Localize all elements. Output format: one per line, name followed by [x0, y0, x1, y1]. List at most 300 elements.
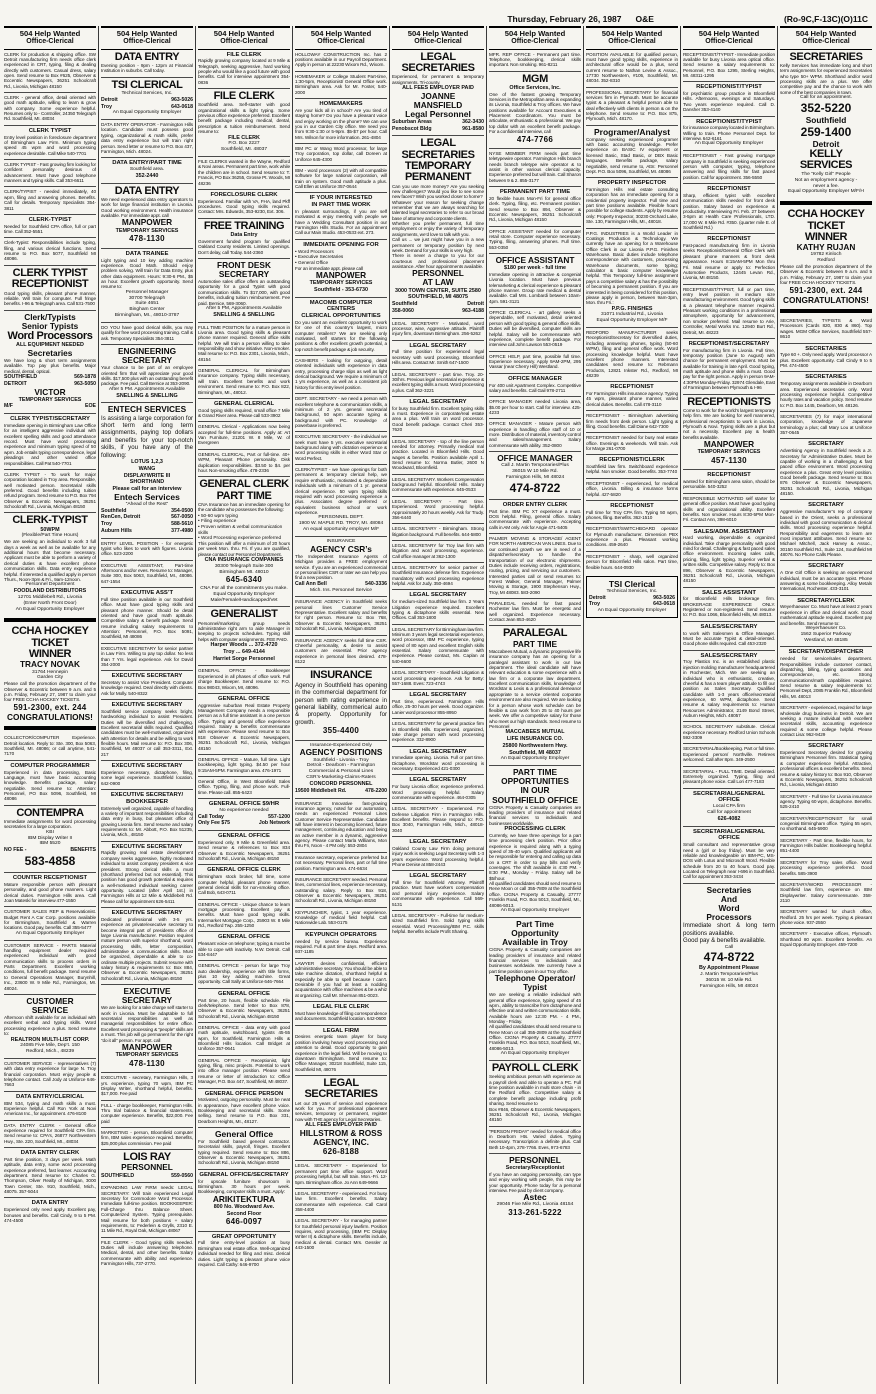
ad-line: Technical Services, Inc. [121, 90, 173, 96]
classified-ad [780, 879, 872, 906]
classified-ad [586, 381, 678, 410]
ad-headline: GENERAL CLERICAL [213, 400, 275, 407]
ad-headline: RECEPTIONISTS [687, 395, 771, 408]
classified-ad [295, 431, 387, 464]
classified-ad [683, 116, 775, 151]
ad-line: Call for appointment [707, 810, 751, 816]
ad-line: Second Floor [226, 1210, 262, 1217]
ad-body: CLERK TYPIST - To work for major corporation located in Troy area. Responsible, well motivated person. Secretarial skills preferred. Good benefits including tuition refund program. Send resume to P.O. Box 794 Observer & Eccentric Newspapers, 36251 Schoolcraft Rd., Livonia, Michigan 48150 [4, 471, 96, 510]
classified-ad [101, 344, 193, 402]
ad-body: to work with Salesmen & Office Manager. Must be accurate Typist & detail-oriented. Good phone skills required. Call 453-2320 [683, 630, 775, 647]
ad-headline: RECEPTIONIST [11, 278, 89, 291]
ad-headline: INSURANCE [310, 669, 372, 682]
ad-phone: 645-6340 [225, 575, 263, 585]
ad-line [589, 595, 675, 602]
classified-ad [295, 874, 387, 907]
classified-ad [392, 369, 484, 396]
ad-body: FULL TIME POSITION for a mature person in Livonia area. Good typing skills & pleasant phone manner required. General office skills helpful. We will train a person willing to take responsibility and show initiative. Non-smoker. Mail resume to: P.O. Box 2301, Livonia, Mich., 48154 [198, 324, 290, 362]
ad-headline: LEGAL [420, 50, 456, 63]
classified-ad [489, 451, 581, 499]
ad-headline: Secretaries [27, 347, 73, 358]
classified-ad [101, 670, 193, 699]
classified-ad [295, 536, 387, 596]
ad-body: NYSE MEMBER FIRM needs part time teletypewire operator. Farmington Hills branch needs branch teletype wire operator & to assist in other various clerical capacity. Experience preferred but will train. Call Sharon between 9 & 2. 855-3177 [489, 150, 581, 183]
ad-body: REDFORD MANUFACTURER seeks Receptionist/Secretary for diversified duties, including answering phones, typing (50-60 WPM), filing and general office work. Word processing knowledge helpful. Must have excellent phone manners. Interested candidates send resume to: Rebmann Products, 12821 Inkster Rd., Redford, MI 48239 [586, 330, 678, 378]
ad-body: A One Girl Office is seeking an experienced individual, must be an accurate typist. Phone answering & some bookkeeping. Alloy Metals International, Rochester. 433-3101 [780, 570, 872, 592]
classified-ad [198, 798, 290, 830]
classified-ad [101, 1149, 193, 1182]
ad-body: Hard working, dependable & organized individual. Take charge personality with good mind for detail. Challenging & fast paced sales office environment. Incoming sales calls, pricing, filing, light typing. Superior verbal & written skills. Competitive salary. Reply to: Box 896, Observer & Eccentric Newspapers, 36251 Schoolcraft Rd., Livonia, Michigan 48150 [683, 535, 775, 584]
ad-headline: GENERAL OFFICE PERSON [204, 1090, 284, 1097]
ad-headline: LEGAL SECRETARY [409, 342, 467, 349]
classified-ad [101, 699, 193, 760]
ad-body: Immediate short & long term positions available. [683, 922, 775, 937]
ad-body: • 50-60 wpm typing [198, 512, 238, 518]
ad-headline: TICKET [31, 636, 69, 649]
ad-line: 1562 Superior Parkway [800, 631, 852, 637]
classified-ad [295, 740, 387, 798]
ad-body: IBM - word processors (2) with all compatible software for large national corporation, will train on system. Good math aptitude a plus. Call Ellen at Uniforce 357-0644 [295, 168, 387, 190]
ad-line: MACCABEES MUTUAL [505, 729, 565, 736]
ad-body: Type 60 +. Only need apply. Word processor A plus. Excellent opportunity. Call Cindy 9 to 5 PM. 474-4500 [780, 352, 872, 369]
section-subtitle: Office-Clerical [511, 38, 559, 46]
classified-ad [101, 907, 193, 984]
ad-line: LOTUS 1,2,3 [131, 459, 163, 466]
ad-body: Insurance secretary, experience preferred but not necessary. Personal lines, part or full time position. Farmington area. 474-6634 [295, 854, 387, 871]
ad-line: After 5 PM. Appointments Available [108, 386, 186, 392]
classified-ad [586, 410, 678, 432]
ad-headline: AGENCY POSITIONS [299, 747, 383, 758]
column-8 [681, 26, 778, 1384]
classified-ad [586, 87, 678, 125]
ad-phone: 474-8722 [509, 480, 561, 495]
ad-body: LEGAL SECRETARY - Experienced. For Defense Litigation Firm in Farmington Hills. Excellent benefits. Please respond to: P.O. Box 3040, Farmington Hills, Mich., 48018-3040 [392, 806, 484, 833]
section-header [198, 26, 290, 50]
ad-headline: GENERAL OFFICE [218, 833, 270, 840]
ad-headline: LEGAL SECRETARY [409, 777, 467, 784]
ad-body: INSURANCE Innovative fast-growing insurance agency, noted for our automation, needs an experienced Personal Lines Customer Service Representative. Candidate will have interest in becoming licensed, future management, continuing education and being an active member in a dynamic, aggressive agency. Please contact Marla Williams, Mon thru Fri, Noon - 4 PM only: 553-2804 [295, 800, 387, 849]
ad-headline: ENGINEERING [117, 346, 177, 357]
ad-body: GENERAL OFFICE - Bookkeeper Experienced in all phases of office work. Full charge Bookkeeper. Send resume to: P.O. Box 98043, Wixom, MI, 48096. [198, 668, 290, 690]
ad-body: Weyerhaeuser Co. Must have at least 2 years experience in office and clerical work. Good mathematical aptitude required. Excellent pay and benefits. Send resume to: [780, 604, 872, 626]
ad-body: General Office, in West Bloomfield Sales Office. Typing, filing, and phone work. Full-time. Please call. 855-6423 [198, 778, 290, 795]
ad-headline: LEGAL SECRETARY [409, 592, 467, 599]
ad-body: HOLLOWAY CONSTRUCTION Inc. has 2 positions available in our Payroll Department. Apply in person at 22230 Wixom Rd., Wixom. [295, 51, 387, 68]
classified-ad [586, 432, 678, 454]
ad-body: We are seeking an individual to work 3 full days a week as well as be available for any additional hours that become necessary. Applicant must be able to perform a variety of clerical duties & have excellent phone communication skills. Data entry experience helpful. If interested & qualified apply in person Thurs., Noon-3pm & Fri., 9am-12noon. [4, 539, 96, 582]
classified-ad [295, 929, 387, 958]
section-title: 504 Help Wanted [116, 29, 178, 38]
ad-body: OFFICE MANAGER needed Livonia area, $5.00 per hour to start. Call for interview. 425-4233 [489, 399, 581, 415]
ad-body: SECRETARIAL - FULL TIME. Detail oriented. Extremely organized. Typing, filing and pleasant phone voice. Call Lori 477-7183 [683, 768, 775, 785]
ad-body: “PERSON FRIDAY” needed for medical office in Dearborn Hts. Varied duties. Typing necessary. Transcription a definite plus. Call Beth 10-4pm, 278-7766. Eves, 973-6783 [489, 1128, 581, 1150]
ad-body: Southfield law firm. Switchboard experience helpful. Non smoker. Good benefits. 353-7740 [586, 464, 678, 475]
ad-line: An Equal Opportunity Employer [15, 930, 85, 936]
classified-ad [198, 449, 290, 476]
ad-headline: CCHA HOCKEY [787, 208, 865, 221]
ad-body: RECEPTIONIST/TYPIST - Immediate position available for busy Livonia area optical office. Send resume & salary requirements to: Personnel, P.O. Box 1295, Sterling Heights, MI. 48311-1295 [683, 51, 775, 78]
classified-ad [295, 71, 387, 98]
ad-headline: FILE CLERK [226, 51, 262, 58]
classified-ad [489, 396, 581, 418]
classified-ad [4, 940, 96, 994]
ad-body: Let our 25 years of service and experience work for you. For professional placement services, temporary or permanent, register now with THE agency for Legal Secretaries. [295, 1100, 387, 1122]
ad-body: needed for service/sales department. Responsibilities include customer contact, dispatching, billing, typing quotations and correspondence, etc. Strong communications/math capabilities required. Send resume & salary requirements to: Personnel Dept, 2085 Franklin Rd., Bloomfield Hills, MI. 48013 [780, 656, 872, 699]
ad-line: Call for an appointment. [800, 94, 852, 100]
ad-line: NO FEE - [4, 847, 27, 854]
ad-line: Southfield - Livonia - Troy [313, 757, 369, 763]
ad-body: RECEPTIONIST - Birmingham advertising firm needs front desk person. Light typing & filing. Good benefits. Call Diane 642-7300 [586, 413, 678, 429]
ad-headline: EXECUTIVE SECRETARY [111, 763, 183, 770]
classified-ad [392, 589, 484, 623]
classified-ad [4, 310, 96, 414]
classified-ad [780, 438, 872, 499]
ad-headline: SECRETARY/CLERK [797, 597, 855, 604]
ad-body: Southfield area. Self-starter with good organizational skills & light typing. Some previous office experience preferred. Excellent benefit package including medical, dental, prescription & tuition reimbursement. Send resume to: [198, 102, 290, 135]
classified-ad [586, 50, 678, 87]
classified-ad [683, 81, 775, 115]
classified-ad [683, 493, 775, 526]
ad-headline: DATA ENTRY [114, 50, 180, 63]
ad-line: Redford [817, 258, 835, 264]
ad-line [101, 528, 193, 535]
ad-line: P.P.G. FINISHES [611, 305, 653, 312]
column-1 [2, 26, 99, 1384]
ad-headline: KATHY RUJAN [796, 242, 856, 253]
section-header [392, 26, 484, 50]
ad-line: TEMPORARY SERVICES [18, 396, 82, 403]
ad-headline: PERMANENT PART TIME [499, 189, 571, 196]
ad-body: for insurance company located in Birmingham. Willing to train. Phone Personnel Dept. for interview. 642-6161 [683, 125, 775, 142]
ad-body: GENERAL Clerical - Applications now being accepted for full-time positions. Apply at: Art Van Furniture, 21201 W. 8 Mile, W. of Evergreen [198, 424, 290, 446]
ad-body: Part time position, 3 days per week. Math aptitude, data entry, some word processing experience preferred, fast learner. Accounting department. Send resume to: Charles G. Thompson, Oliver Realty of Michigan, 3000 Town Center, Ste. 910, Southfield, Mich., 48075. 357-5044 [4, 1156, 96, 1195]
ad-headline: Part Time [516, 918, 554, 929]
ad-body: • Proven written & verbal communication skills [198, 523, 283, 535]
ad-line: Mich. Ins. Personnel Service [310, 587, 372, 593]
ad-headline: TSI Clerical [608, 578, 656, 589]
ad-body: • Filing experience [198, 518, 237, 524]
ad-body: Full time position available in our Southfield office. Must have good typing skills and pleasant phone manner. Should be detail oriented and have good math aptitude. Competitive salary & benefit package. Send resume including salary requirements to Attention: Personnel, P.O. Box 5091, Southfield, MI 48086 [101, 596, 193, 640]
ad-body: Can you use more money? Are you seeking new challenges? Would you like to see some new faces? Wish you worked closer to home? [392, 183, 484, 200]
ad-line: 30300 Telegraph Suite 300 [214, 563, 274, 569]
column-6 [487, 26, 584, 1384]
ad-line [392, 301, 484, 308]
classified-ad [683, 394, 775, 470]
ad-line: Westland, MI 48185 [804, 637, 848, 643]
ad-headline: CLERK-TYPIST [28, 216, 72, 223]
ad-line: 31764 Hennepin [32, 669, 68, 675]
ad-body: SECRETARY for Troy sales office. Word processing experience preferred. Good benefits. 585-3900 [780, 859, 872, 876]
ad-headline: SECRETARIES [401, 148, 475, 161]
ad-headline: SECRETARY [808, 441, 844, 448]
ad-body: FULL - charge bookkeeper, Farmington Hills. Thru trial balance & financial statements, computer experience. Benefits, $22,000. Fee paid [101, 1102, 193, 1124]
ad-line: TEMPORARY SERVICES [697, 449, 761, 456]
ad-headline: Word Processors [7, 329, 93, 342]
ad-headline: COUNTER RECEPTIONIST [12, 875, 88, 882]
ad-line: Detroit - Dearborn - Farmington [306, 763, 376, 769]
ad-phone: 478-1130 [129, 234, 165, 244]
classified-ad [586, 454, 678, 478]
ad-line: 626-4082 [717, 815, 741, 822]
classified-ad [392, 540, 484, 562]
ad-body: Government funded program for qualified Oakland County residents. Limited openings. Don’t delay, call Today. 544-2360 [198, 238, 290, 255]
ad-line: 963-4188 [462, 307, 484, 314]
classified-ad [295, 355, 387, 393]
ad-body: for medium-sized Southfield law firm. 2 Years Litigation experience required. Excellent typing & dictaphone skills essential. New Offices. Call 353-1800 [392, 599, 484, 621]
ad-line: TEMPORARY SERVICES [309, 280, 373, 287]
ad-headline: WINNER [804, 230, 848, 243]
classified-ad [392, 340, 484, 369]
ad-line: 19500 Middlebelt Rd. [295, 787, 347, 794]
ad-headline: LEGAL SECRETARY [409, 398, 467, 405]
ad-headline: General Office [214, 1129, 274, 1140]
ad-body: All qualified candidates should send resume to Rene Moon or call 355-7809 at the Southfield office. CIGNA Property & Casualty, 27777 Franklin Road, P.O. Box 5013, Southfield, MI., 48086-5013. [489, 881, 581, 908]
ad-body: CLERK/TYPIST - needed immediately, 40 wpm, filing and answering phones. Benefits. Call for details. Temporary Specialists 354-3811 [4, 189, 96, 211]
ad-headline: SERVICES [799, 159, 853, 172]
ad-headline: GENERAL OFFICE [218, 934, 270, 941]
classified-ad [198, 258, 290, 322]
classified-ad [101, 77, 193, 120]
ad-body: Part time, experienced. Farmington Hills office, 25-30 hours per week. Good organizer. Lanier word processor 855-8950 [392, 699, 484, 715]
ad-phone: 457-1130 [711, 455, 747, 465]
ad-headline: CLERK TYPIST [28, 127, 72, 134]
ad-headline: SECRETARY [808, 563, 844, 570]
ad-body: Company seeking experienced programer with basic accounting knowledge. Prefer experience on BASIC IV equipment or licensed Basic, Stad Basic, or DBX Basic languages. Benefits package, salary negotiable, send resume to, Attn: Personnel Dept. P.O. Box 5096, Southfield, MI. 48086 [586, 136, 678, 174]
classified-ad [198, 50, 290, 89]
ad-line [101, 1173, 193, 1180]
ad-body: Sharp, efficient typist with excellent communication skills needed for front desk position. Salary based on experience & productivity. Interviewing Fri. Feb. 27 between 3-5pm at Health Care Professionals, LTD. 17,000 W. 8 Mile Rd. #350. (quarter mile E. of Southfield Rd.) [683, 192, 775, 230]
ad-body: GENERAL CLERICAL for Birmingham insurance company. Typing skills necessary, will train. Excellent benefits and work environment. Send resume to: P.O. Box 822, Birmingham, MI., 48012. [198, 368, 290, 395]
classified-ad [4, 906, 96, 939]
ad-headline: SALES ASSISTANT [701, 589, 756, 596]
ad-line: Suburban Areas [392, 118, 432, 125]
ad-headline: Secretaries [706, 884, 752, 895]
ad-headline: SECRETARIES [805, 345, 847, 352]
classified-ad [392, 910, 484, 937]
ad-body: Desires energetic team player for busy position involving heavy word processing and attention to detail. Good opportunity to gain experience in the legal field. Will be moving to downtown Birmingham. Send resume to: Office Manager, 30218 Southfield, Suite 115, Southfield MI, 48076 [295, 1034, 387, 1072]
section-subtitle: Office-Clerical [705, 38, 753, 46]
ad-body: CIGNA Property & Casualty companies are leading providers of insurance and related financial services to individuals and businesses worldwide. We currently have a part time position open in our Troy office. [489, 947, 581, 974]
classified-ad [101, 1127, 193, 1149]
classified-ad [586, 125, 678, 177]
classified-ad [198, 365, 290, 398]
classified-ad [198, 189, 290, 218]
ad-headline: LEGAL FILE CLERK [312, 1004, 370, 1011]
classified-ad [295, 852, 387, 874]
ad-line: Equal Opportunity Employer [213, 591, 275, 597]
ad-headline: GENERAL OFFICE [218, 990, 270, 997]
classified-ad [101, 841, 193, 907]
ad-headline: RECEPTIONIST/SECRETARY [688, 340, 770, 347]
ad-line: Call Ann Bell [295, 580, 327, 587]
ad-headline: Detroit [812, 138, 840, 149]
ad-line: Southfield [101, 507, 127, 514]
ad-body: LEGAL SECRETARY - Birmingham. Strong litigation background. Full benefits. 644-5800 [392, 526, 484, 537]
ad-body: Are your kids all in school? Are you tired of staying home? Do you have a pleasant voice and enjoy working on the phone? We can use you in our Garden City office. We need you from 9:30-1:30 or 5-9pm. $5-$7 per hour. Call Mrs. Wilson for more information. 261-4804 [295, 107, 387, 140]
ad-body: Must have knowledge of filing correspondence and documents. Southfield location. 642-0600 [295, 1010, 387, 1022]
ad-body: Extremely well organized, capable of handling a variety of important responsibilities including data entry in busy, but pleasant office of growing Livonia firm. Send resume and salary requirements to: Mr. Abbott, P.O. Box 51235, Livonia, Mich., 48150 [101, 805, 193, 838]
ad-line: Farmington Hills, MI 48024 [699, 983, 759, 989]
ad-headline: Entech Services [114, 491, 180, 502]
ad-headline: Processors [706, 912, 752, 923]
classified-ad [295, 907, 387, 929]
ad-body: SECRETARIAL/Bookkeeping. Part or full time. Experienced person/ Northville. Retirees welcomed. Call after 8pm. 349-2500 [683, 746, 775, 763]
classified-ad [101, 643, 193, 670]
ad-phone: 583-4858 [24, 854, 76, 869]
ad-headline: LEGAL [323, 1076, 359, 1089]
classified-ad [489, 351, 581, 373]
ad-headline: RECEPTIONIST [707, 472, 751, 479]
ad-line: BENEFITS [70, 847, 96, 854]
column-2 [99, 26, 196, 1384]
ad-body: Dedicated professional with 3-5 yrs. experience as private/executive secretary to become integral part of presidents office of large Livonia manufacturer. Position requires mature person with superior shorthand, word processing skills, letter composition, administrative & communication skills. Must be organized, dependable & able to co-ordinate multiple projects. Submit resume with salary history & requirements to: Box 884, Observer & Eccentric Newspapers, 36251 Schoolcraft Rd., Livonia, Michigan 48150 [101, 916, 193, 981]
classified-ad [4, 159, 96, 186]
ad-line [101, 521, 193, 528]
ad-body: SECRETARY - Full time for Livonia insurance agency. Typing 60 wpm, dictaphone. Benefits. 525-2410 [780, 793, 872, 810]
classified-ad [683, 150, 775, 183]
ad-body: IBM 534, typing and math skills a must. Experience helpful. Call Ron York at Novi American Inc., for appointment. 476-8100 [4, 1100, 96, 1117]
ad-body: Whether you prefer permanent, full time employment or enjoy the variety of temporary assignments, we’d love to talk with you. [392, 221, 484, 237]
ad-body: For Southfield based general contractor. Secretarial skills, payroll, fringes. Excellent typing required. Send resume to: Box 886, Observer & Eccentric Newspapers, 36251 Schoolcraft Rd., Livonia, Michigan 48150 [198, 1139, 290, 1166]
ad-body: LEGAL SECRETARY - top of the line person needed for attorney. Primarily medical mal practice. Located in Bloomfield Hills. Good wages & benefits. Position available April 1. Send resume to: Norma Butler, 2600 N Woodward, Bloomfield. [392, 438, 484, 471]
ad-body: LEGAL SECRETARY - for managing partner for Southfield personal injury lawfirm. Position requires, word processing, (IBM PC Display Writer II) & dictaphone skills. Benefits include, medical & dental. Contact Mrs. Gessler at 443-1500 [295, 1218, 387, 1251]
ad-headline: Southfield [805, 114, 847, 125]
ad-line: Insurance-Experienced Only [310, 742, 372, 748]
ad-headline: TSI CLERICAL [111, 78, 183, 91]
ad-line: An Equal Opportunity Employer [500, 907, 570, 913]
ad-body: INSURANCE AGENCY in Southfield seeks personal lines Customer Service Representative. Excellent salary and benefits for right person. Resume to: Box 768, Observer & Eccentric Newspapers, 36251 Schoolcraft Rd., Livonia, Michigan 48150 [295, 599, 387, 632]
ad-body: LEGAL SECRETARY - Experienced for permanent part time office support. Word processing helpful, but will train. Mon.-Fri. 12-5pm. Birmingham office. Jo Ann 649-9666 [295, 1163, 387, 1185]
classified-ad [780, 906, 872, 928]
classified-ad [489, 71, 581, 148]
ad-body: • General Office [295, 259, 329, 265]
ad-headline: SECRETARY [121, 355, 173, 366]
ad-body: For Farmington Hills insurance agency. Typing 45 wpm, pleasant phone manner, varied clerical duties. Benefits. Call 478-3110 [586, 391, 678, 407]
ad-body: GENERAL OFFICE - Receptionist, light typing, filing, misc projects. Potential to work into office manager position. Please send resume or letter of introduction to: Office Manager, P.O. Box 447, Southfield, MI 48037. [198, 1057, 290, 1085]
ad-body: for psychiatric group practice in Bloomfield Hills. Afternoons, evenings and Saturdays. Two years experience required. Call D. Dansher 353-4140 [683, 91, 775, 113]
ad-headline: MANPOWER [121, 217, 173, 228]
classified-ad [295, 667, 387, 739]
ad-body: LEGAL SECRETARY - Part time. Experienced. Word processing helpful. Approximately 20 hours weekly. Ask for Trudy. 356-6440 [392, 498, 484, 520]
ad-body: Small consultant and representative group need a (girl or boy friday). Must be very reliable and knowledgeable on IBM-PC, MS-DOS with Lotus and Microsoft Word. Flexible schedule from 20 to 40 hours. Good pay. Located on Telegraph near I-696 in Southfield. Call for appointment 353-3434 [683, 842, 775, 880]
classified-ad [392, 135, 484, 317]
ad-headline: Legal Personnel [405, 108, 471, 119]
ad-body: OFFICE ASSISTANT needed for computer retail store. Computer experience necessary. Typing, filing, answering phones. Full time. 553-0350 [489, 228, 581, 250]
ad-headline: Typist [523, 982, 547, 993]
ad-headline: PART TIME [216, 489, 272, 502]
ad-body: Light typing and 10 key adding machine experience. Good Math. Should enjoy problem solving. Will train for Data Entry, plus other data equipment. Hours: 9:30-6 PM., $5 an hour. Excellent growth opportunity. Send resume to: [101, 257, 193, 290]
ad-line: Troy [101, 103, 112, 110]
ad-headline: PROCESSING CLERK [504, 826, 566, 833]
ad-headline: CONGRATULATIONS! [7, 712, 93, 723]
masthead-edition-code: (Ro-9C,F-13C)(O)11C [783, 14, 868, 24]
ad-line: By Appointment Please [698, 965, 759, 972]
classified-ad [295, 958, 387, 1002]
ad-line: 1900 W. MAPLE RD. TROY, MI. 48084 [298, 521, 384, 527]
classified-ad [489, 373, 581, 397]
ad-body: Southfield service company seeks bright, hardworking individual to assist President. Duties will be diversified and challenging. Excellent secretarial skills required. Qualified candidates must be well-motivated, organized with attention for details and be willing to work flexible hours. Mail resume to: P.O. Box 306, Southfield, MI 48037 or call 353-3311, Ext. 217 [101, 708, 193, 757]
classified-ad [4, 1147, 96, 1197]
ad-body: Immediate opening in attractive & congenial Livonia location. Must have previous telemarketing & clerical experience & pleasant phone manner. Group rate medical & dental available. Call Mrs. Lombardi between 10am-4pm. 591-3121 [489, 271, 581, 304]
ad-line: An Equal Opportunity Employer [500, 1051, 570, 1057]
ad-line: Data Entry [230, 232, 258, 239]
ad-line [101, 514, 193, 521]
ad-line: FOODLAND DISTRIBUTORS [13, 588, 87, 595]
classified-ad [4, 265, 96, 310]
ad-body: CLERK - general office, detail oriented with good math aptitude, willing to learn & grow with company. Some experience helpful. Resumes only to - Controller, 24350 Telegraph Rd. Southfield, MI. 48034 [4, 95, 96, 122]
ad-line: Call Today [198, 813, 224, 820]
classified-ad [683, 766, 775, 788]
classified-ad [586, 551, 678, 573]
classified-ad [780, 411, 872, 438]
ad-line: Detroit [589, 594, 606, 601]
ad-line [392, 126, 484, 133]
classified-ad [683, 469, 775, 493]
ad-headline: CUSTOMER [26, 995, 74, 1006]
ad-headline: Telephone Operator/ [494, 972, 576, 983]
ad-body: LEGAL SECRETARY - part time. Troy. 20-30/hrs. Previous legal secretarial experience & excellent typing skills a must. Word processing a plus. Call 362-3221 [392, 371, 484, 393]
ad-headline: IN PART TIME WORK [311, 202, 371, 209]
ad-line: 588-5610 [171, 521, 193, 528]
classified-ad [198, 421, 290, 448]
classified-ad [489, 253, 581, 307]
ad-headline: SECRETARIES [805, 374, 847, 381]
classified-ad [295, 1075, 387, 1160]
classified-ad [101, 1182, 193, 1236]
ad-body: RECEPTIONIST/TYPIST, full or part time, entry level position in medium size manufacturing environment. Good typing skills & a pleasant telephone manner required. Pleasant working conditions in a professional atmosphere, opportunity for advancement, non smoker preferred. Mail resume to Arie, Controller, Metal Works Inc. 12940 Burt Rd., Detroit, MI. 48223 [683, 286, 775, 335]
ad-body: Call us ... we just might have you in a new permanent or temporary position by next week. Demand for your skills is very high. [392, 237, 484, 253]
ad-line: SHORTHAND [129, 479, 165, 486]
ad-headline: GENERAL OFFICE $9/HR [208, 801, 280, 808]
ad-headline: CCHA HOCKEY [11, 625, 89, 638]
ad-body: Immediate opening in Birmingham Law Office for an intelligent aggressive individual with excellent spelling skills and good attendance record. Must have word processing experience and minimum typing speed of 50 wpm. Job entails typing correspondence, legal pleadings and other varied office responsibilities. Call Pat 540-7701 [4, 423, 96, 466]
ad-body: Pleasant voice on telephone; typing & must be able to cope with inactivity. N.W. Detroit. Call 534-8447 [198, 941, 290, 957]
ad-headline: RECEPTIONIST [610, 384, 654, 391]
ad-body: Evening position - 9pm - 12pm at Financial Institution in suburbs. Call today. [101, 62, 193, 74]
ad-line [198, 814, 290, 821]
ad-headline: ORDER ENTRY CLERK [502, 501, 568, 508]
ad-body: Rapidly growing real estate development company seeks aggressive, highly motivated individual to assist company president & vice president. Strong clerical skills a must (shorthand preferred but not essential). This position has good growth potential & requires a well-motivated individual seeking career opportunity. Located (after April 1st.) in Farmington Hills at 12 Mile & Middlebelt Rd. Please call for appointment 626-5411 [101, 850, 193, 904]
ad-line: 358-0060 [392, 307, 414, 314]
ad-line: 643-0618 [653, 601, 675, 608]
classified-ad [683, 721, 775, 743]
ad-line: Detroit [467, 301, 484, 308]
ad-headline: CLERK TYPIST [12, 266, 88, 279]
ad-phone: 352-5220 [800, 100, 852, 115]
ad-body: Full time entry-level position at busy Birmingham real estate office. Well-organized individual needed for filing and misc. clerical duties. Light typing & pleasant phone voice required. Call Cathy: 646-9700 [198, 1240, 290, 1267]
classified-ad [295, 1025, 387, 1075]
ad-headline: RECEPTIONIST [610, 502, 654, 509]
section-subtitle: Office-Clerical [317, 38, 365, 46]
classified-ad [392, 667, 484, 689]
ad-headline: MANPOWER [121, 1041, 173, 1052]
classified-ad [295, 143, 387, 165]
section-subtitle: Office-Clerical [802, 38, 850, 46]
classified-ad [683, 587, 775, 621]
ad-body: CUSTOMER SERVICE - PARTS Material handling equipment dealer required experienced individual with good communication skills to process orders in Parts Department. Excellent working conditions, full benefit package. Send resume to General Operations Manager, Burynhill, Inc., 23600 W. 9 Mile Rd., Farmington, MI. 48024. [4, 942, 96, 991]
ad-line: CONCORD PERSONNEL [309, 781, 373, 788]
ad-line: 569-1878 [74, 374, 96, 381]
ad-body: Good typing skills required, small office 7 Mile & Grand River area. Please call 533-3902 [198, 407, 290, 418]
classified-ad [780, 928, 872, 950]
ad-headline: PERMANENT [404, 171, 472, 184]
ad-headline: SECRETARIES [789, 50, 863, 63]
classified-ad [101, 1237, 193, 1270]
classified-ad [198, 1127, 290, 1169]
ad-line: Southfield [392, 301, 418, 308]
section-subtitle: Office-Clerical [26, 38, 74, 46]
ad-body: GENERAL OFFICE - data entry with good math aptitude, switchboard, typists 45-55 wpm, for Southfield, Farmington Hills & Bloomfield Hills location. Call Bridget at Uniforce 357-0641 [198, 1024, 290, 1052]
